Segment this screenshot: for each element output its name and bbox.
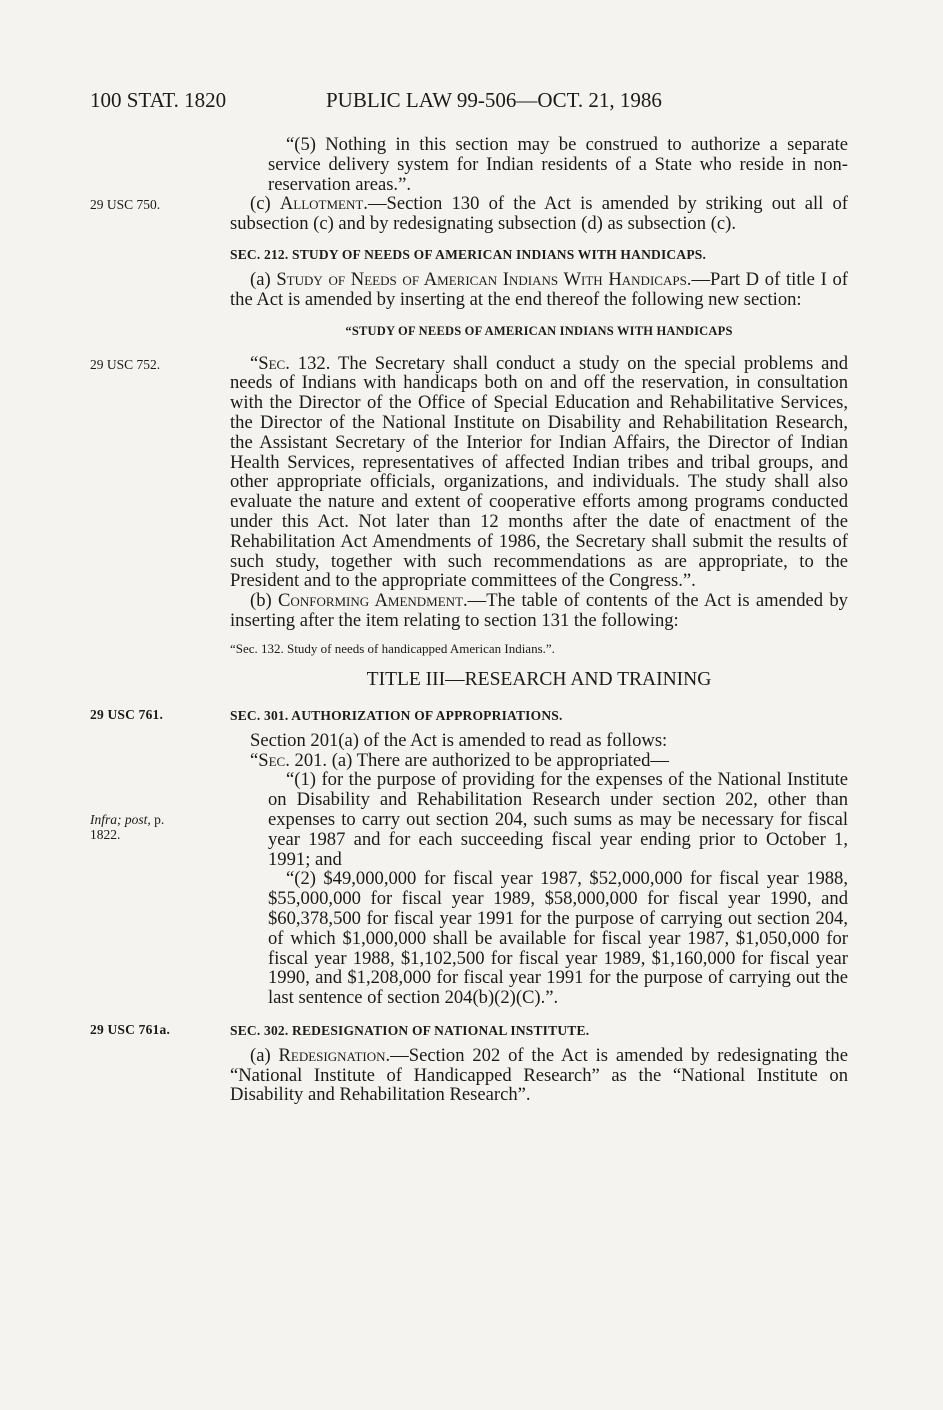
lead: “ bbox=[250, 749, 259, 771]
paragraph-2 bbox=[268, 869, 848, 1008]
section-301-heading bbox=[90, 706, 848, 725]
paragraph-text: “(2) $49,000,000 for fiscal year 1987, $52,000,000 for fiscal year 1988, $55,000,000 for fiscal year 1989, $58,000,000 for fiscal year 1990, and $60,378,500 for fiscal year 1991 for the purpose of carrying out section 204, of which $1,000,000 shall be available for fiscal year 1987, $1,050,000 for fiscal year 1988, $1,102,500 for fiscal year 1989, $1,160,000 for fiscal year 1990, and $1,208,000 for fiscal year 1991 for the purpose of carrying out the last sentence of section 204(b)(2)(C).”. bbox=[268, 868, 848, 1009]
subsection-caption: Study of Needs of American Indians With Handicaps bbox=[276, 268, 687, 290]
lead: (a) bbox=[250, 1044, 279, 1066]
paragraph-text: .—Part D of title I of the Act is amended by inserting at the end thereof the following new section: bbox=[230, 268, 848, 310]
lead: (a) bbox=[250, 268, 277, 290]
section-302-a-paragraph bbox=[230, 1046, 848, 1105]
note-page: 1822. bbox=[90, 827, 121, 843]
section-201-lead bbox=[230, 751, 848, 771]
margin-note-usc-761a: 29 USC 761a. bbox=[90, 1021, 171, 1037]
paragraph-text: .—The table of contents of the Act is amended by inserting after the item relating to section 131 the following: bbox=[230, 590, 848, 631]
subsection-caption: Redesignation bbox=[278, 1044, 386, 1066]
subsection-caption: Allotment bbox=[279, 193, 364, 215]
paragraph-5 bbox=[268, 135, 848, 194]
title-iii-heading: TITLE III—RESEARCH AND TRAINING bbox=[366, 668, 712, 690]
new-section-heading: “STUDY OF NEEDS OF AMERICAN INDIANS WITH HANDICAPS bbox=[345, 323, 733, 338]
paragraph-text: . 132. The Secretary shall conduct a study on the special problems and needs of Indians with handicaps both on and off the reservation, in consultation with the Director of the Office of Special Education and Rehabilitative Services, the Director of the National Institute on Disability and Rehabilitation Research, the Assistant Secretary of the Interior for Indian Affairs, the Director of Indian Health Services, representatives of affected Indian tribes and tribal groups, and other appropriate officials, organizations, and individuals. The study shall also evaluate the nature and extent of cooperative efforts among programs conducted under this Act. Not later than 12 months after the date of enactment of the Rehabilitation Act Amendments of 1986, the Secretary shall submit the results of such study, together with such recommendations as are appropriate, to the President and to the appropriate committees of the Congress.”. bbox=[230, 352, 848, 592]
paragraph-text: . 201. (a) There are authorized to be appropriated— bbox=[285, 749, 669, 771]
lead: “ bbox=[250, 352, 259, 374]
section-212-a-paragraph bbox=[230, 270, 848, 310]
section-212-b-paragraph bbox=[230, 591, 848, 631]
sec-label: Sec bbox=[258, 749, 286, 771]
margin-note-usc-761: 29 USC 761. bbox=[90, 706, 164, 722]
lead: (b) bbox=[250, 590, 279, 612]
section-132-paragraph bbox=[90, 352, 848, 592]
section-301-intro: Section 201(a) of the Act is amended to read as follows: bbox=[250, 729, 668, 751]
running-header-title: PUBLIC LAW 99-506—OCT. 21, 1986 bbox=[326, 88, 662, 112]
margin-note-infra bbox=[90, 812, 220, 842]
note-text: p. bbox=[150, 812, 165, 828]
paragraph-text: “(1) for the purpose of providing for the expenses of the National Institute on Disability and Rehabilitation Research under section 202, other than expenses to carry out section 204, such sums as may be necessary for fiscal year 1987 and for each succeeding fiscal year ending prior to October 1, 1991; and bbox=[268, 769, 848, 870]
subsection-caption: Conforming Amendment bbox=[278, 590, 464, 612]
paragraph-text: .—Section 202 of the Act is amended by redesignating the “National Institute of Handicapped Research” as the “National Institute on Disability and Rehabilitation Research”. bbox=[230, 1044, 848, 1106]
paragraph-1 bbox=[90, 769, 848, 870]
section-212-heading: SEC. 212. STUDY OF NEEDS OF AMERICAN INDIANS WITH HANDICAPS. bbox=[230, 246, 707, 262]
document-body bbox=[90, 134, 848, 1106]
lead: (c) bbox=[250, 193, 280, 215]
margin-note-usc-750: 29 USC 750. bbox=[90, 197, 161, 213]
allotment-paragraph bbox=[90, 193, 848, 235]
heading-text: SEC. 301. AUTHORIZATION OF APPROPRIATIONS. bbox=[230, 707, 563, 723]
paragraph-text: “(5) Nothing in this section may be construed to authorize a separate service delivery system for Indian residents of a State who reside in non-reservation areas.”. bbox=[268, 134, 848, 195]
paragraph-text: .—Section 130 of the Act is amended by striking out all of subsection (c) and by redesignating subsection (d) as subsection (c). bbox=[230, 193, 848, 235]
section-302-heading bbox=[90, 1021, 848, 1040]
heading-text: SEC. 302. REDESIGNATION OF NATIONAL INSTITUTE. bbox=[230, 1022, 590, 1038]
table-of-contents-entry: “Sec. 132. Study of needs of handicapped American Indians.”. bbox=[230, 640, 555, 656]
margin-note-usc-752: 29 USC 752. bbox=[90, 356, 161, 372]
sec-label: Sec bbox=[258, 352, 286, 374]
note-italic: Infra; post, bbox=[90, 812, 151, 828]
stat-page-number: 100 STAT. 1820 bbox=[90, 88, 227, 112]
